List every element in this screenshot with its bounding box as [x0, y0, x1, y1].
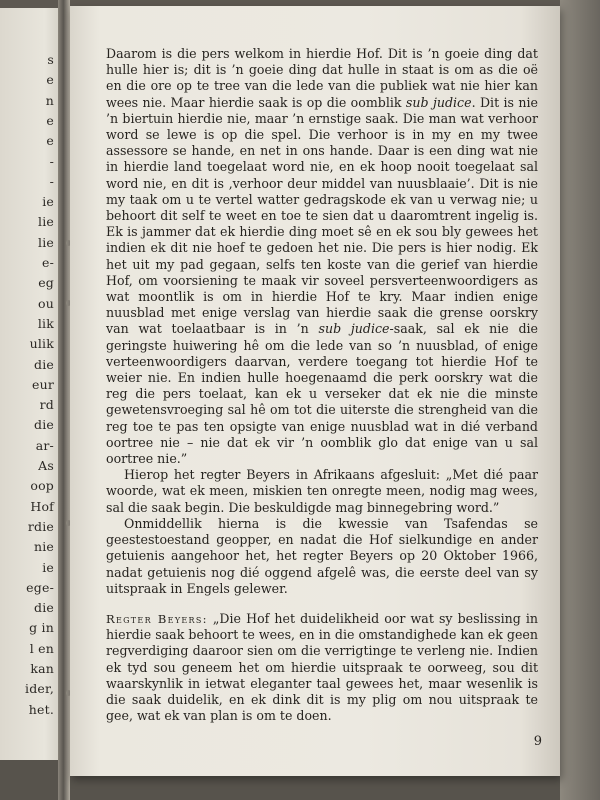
left-page-fragment: ie [42, 194, 54, 210]
book-spine [58, 0, 70, 800]
paragraph [106, 467, 538, 516]
judgment-paragraph [106, 611, 538, 724]
left-page-fragment: kan [30, 661, 54, 676]
left-page-fragment: - [49, 173, 54, 189]
left-page-fragment: ege- [26, 579, 54, 595]
left-page-fragment: oop [30, 478, 54, 494]
left-page-fragment: eg [38, 275, 54, 291]
paragraph [106, 516, 538, 597]
left-page-fragment: e [46, 112, 54, 128]
text-span: Daarom is die pers welkom in hierdie Hof. Dit is ’n goeie ding dat hulle hier is; dit is ’n goeie ding dat hulle in staat is om as die oë en die ore op te tree van die lede van die publiek wat nie hier kan wees nie. Maar hierdie saak is op die oomblik [106, 46, 538, 110]
italic-text: sub judice [318, 321, 390, 337]
body-text [106, 46, 538, 724]
left-page-fragment: - [49, 153, 54, 169]
text-span: Onmiddellik hierna is die kwessie van Tsafendas se geestestoestand geopper, en nadat die Hof sielkundige en ander getuienis aangehoor het, het regter Beyers op 20 Oktober 1966, nadat getuienis nog dié oggend afgelê was, die eerste deel van sy uitspraak in Engels gelewer. [106, 515, 538, 596]
left-page-fragment: ou [38, 295, 54, 311]
left-page-fragment: die [34, 356, 54, 372]
left-page-fragment: eur [31, 376, 54, 392]
left-page-fragment: het. [28, 701, 54, 717]
background-right [560, 0, 600, 800]
text-span: . Dit is nie ’n biertuin hierdie nie, maar ’n ernstige saak. Die man wat verhoor word se lewe is op die spel. Die verhoor is in my en my twee assessore se hande, en net in ons hande. Daar is een ding wat nie in hierdie land toegelaat word nie, en ek hoop nooit toegelaat sal word nie, en dit is ‚verhoor deur middel van nuusblaaie’. Dit is nie my taak om u te vertel watter gedragskode ek van u verwag nie; u behoort dit self te weet en toe te sien dat u daaromtrent ingelig is. Ek is jammer dat ek hierdie ding moet sê en ek sou bly gewees het indien ek dit nie hoef te gedoen het nie. Die pers is hier nodig. Ek het uit my pad gegaan, selfs ten koste van die gerief van hierdie Hof, om voorsiening te maak vir soveel persverteenwoordigers as wat moontlik is om in hierdie Hof te kry. Maar indien enige nuusblad met enige verslag van hierdie saak die grense oorskry van wat toelaatbaar is in ’n [106, 94, 538, 337]
text-span: Hierop het regter Beyers in Afrikaans afgesluit: „Met dié paar woorde, wat ek meen, miskien ten onregte meen, nodig mag wees, sal die saak begin. Die beskuldigde mag binnegebring word.” [106, 467, 538, 515]
left-page-fragment: lik [37, 315, 54, 331]
left-page-fragment: l en [29, 640, 54, 656]
left-page-fragment: g in [29, 620, 54, 636]
left-page-fragment: lie [38, 214, 54, 230]
left-page-fragment: e [46, 72, 54, 88]
left-page-fragment: ar- [35, 437, 54, 453]
left-page-fragment: die [34, 600, 54, 616]
section-gap [106, 597, 538, 611]
left-page-fragment: e- [41, 255, 54, 270]
page-number: 9 [533, 734, 542, 749]
speaker-label: Regter Beyers: [106, 611, 208, 626]
book-page [70, 6, 560, 776]
left-page-fragment: As [38, 458, 54, 473]
judgment-text: „Die Hof het duidelikheid oor wat sy beslissing in hierdie saak behoort te wees, en in die omstandighede kan ek geen regverdiging daaroor sien om die verrigtinge te verleng nie. Indien ek tyd sou geneem het om hierdie uitspraak te oorweeg, sou dit waarskynlik in ietwat eleganter taal gewees het, maar wesenlik is die saak duidelik, en ek dink dit is my plig om nou uitspraak te gee, wat ek van plan is om te doen. [106, 610, 539, 724]
paragraph [106, 46, 538, 467]
left-page-fragment: e [46, 133, 54, 149]
left-page-fragment: ulik [29, 336, 54, 352]
left-page-fragment: ie [42, 559, 54, 575]
italic-text: sub judice [405, 94, 472, 110]
left-page-fragment: nie [33, 539, 54, 555]
left-page-fragment: rdie [27, 518, 54, 534]
left-page-fragment: rd [39, 397, 54, 413]
left-page-fragment: n [45, 92, 54, 108]
left-page-fragment: ider, [25, 681, 54, 697]
left-page-edge [0, 8, 64, 760]
text-span: -saak, sal ek nie die geringste huiwering hê om die lede van so ’n nuusblad, of enige verteenwoordigers daarvan, verdere toegang tot hierdie Hof te weier nie. En indien hulle hoegenaamd die perk oorskry wat die reg die pers toelaat, kan ek u verseker dat ek nie die minste gewetensvroeging sal hê om tot die uiterste die strengheid van die reg toe te pas ten opsigte van enige nuusblad wat in dié verband oortree nie – nie dat ek vir ’n oomblik glo dat enige van u sal oortree nie.” [106, 321, 538, 467]
left-page-fragment: lie [38, 234, 54, 250]
left-page-fragment: s [47, 52, 54, 67]
left-page-fragment: Hof [30, 498, 54, 514]
left-page-fragment: die [34, 417, 54, 433]
